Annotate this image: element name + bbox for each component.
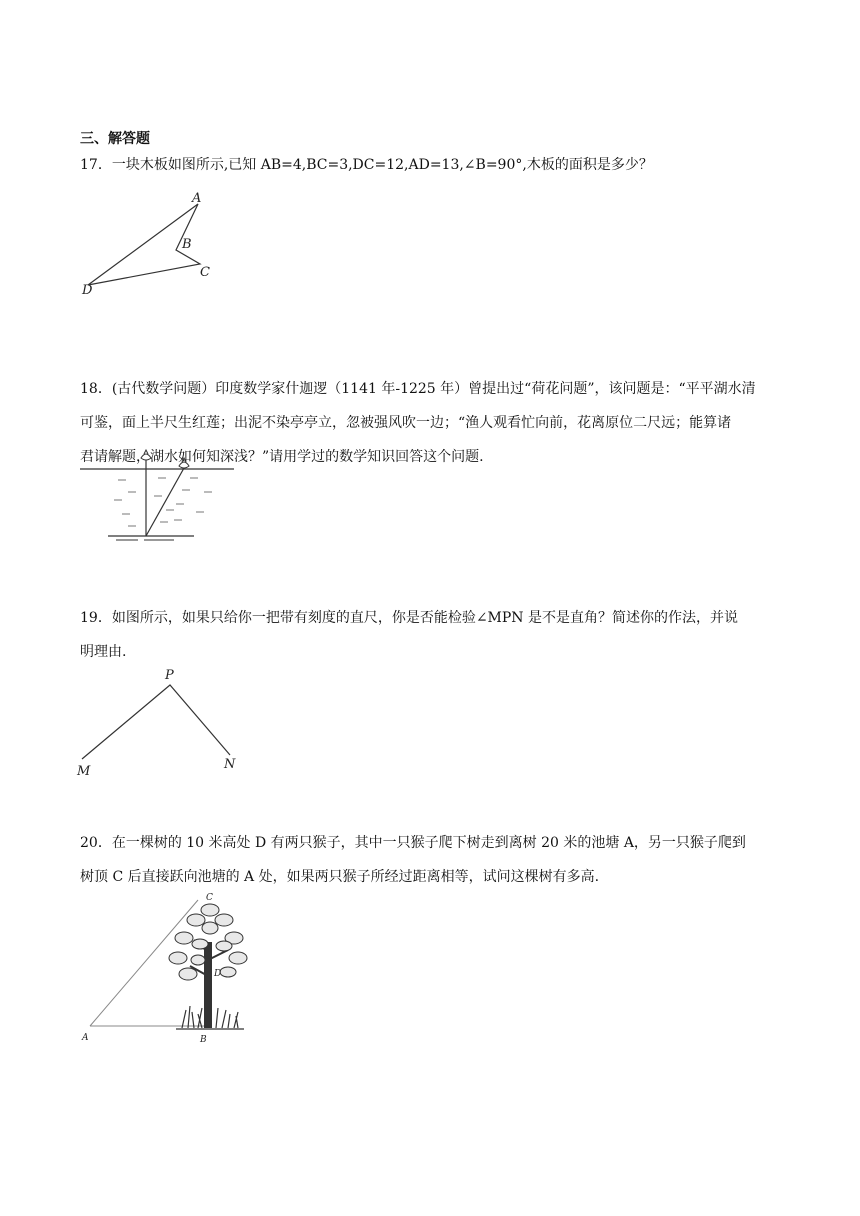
question-18-line-3: 君请解题，湖水如何知深浅？”请用学过的数学知识回答这个问题. (80, 449, 484, 465)
water-dashes (114, 478, 212, 526)
angle-mpn (82, 685, 230, 759)
label-n: N (224, 757, 236, 772)
label-m: M (77, 764, 91, 779)
lotus-flower-icon (141, 450, 151, 460)
question-19-line-2: 明理由. (80, 644, 127, 660)
question-18-line-1: 18．(古代数学问题）印度数学家什迦逻（1141 年-1225 年）曾提出过“荷花问题”，该问题是：“平平湖水清 (80, 381, 756, 397)
question-19 (80, 601, 785, 669)
label-a: A (192, 191, 202, 206)
label-b: B (182, 237, 192, 252)
label-d: D (82, 283, 93, 298)
figure-18-lotus (78, 448, 238, 548)
figure-19-angle (74, 665, 244, 783)
label-c: C (200, 265, 210, 280)
label-b: B (200, 1035, 207, 1045)
question-19-line-1: 19．如图所示，如果只给你一把带有刻度的直尺，你是否能检验∠MPN 是不是直角？简述你的作法，并说 (80, 610, 738, 626)
label-c: C (206, 893, 213, 903)
question-18-line-2: 可鉴，面上半尺生红莲；出泥不染亭亭立，忽被强风吹一边；“渔人观看忙向前，花离原位二尺远；能算诸 (80, 415, 732, 431)
question-20-line-2: 树顶 C 后直接跃向池塘的 A 处，如果两只猴子所经过距离相等，试问这棵树有多高. (80, 869, 600, 885)
question-20-line-1: 20．在一棵树的 10 米高处 D 有两只猴子，其中一只猴子爬下树走到离树 20 米的池塘 A，另一只猴子爬到 (80, 835, 746, 851)
question-17-text: 17．一块木板如图所示,已知 AB=4,BC=3,DC=12,AD=13,∠B=90°,木板的面积是多少？ (80, 157, 653, 173)
label-d: D (214, 969, 222, 979)
label-a: A (82, 1033, 89, 1043)
label-p: P (165, 668, 174, 683)
section-title: 三、解答题 (80, 131, 150, 147)
figure-20-tree (78, 890, 268, 1050)
figure-17-board (78, 188, 228, 298)
question-20 (80, 826, 785, 894)
lotus-flower-bent-icon (179, 458, 189, 468)
tree-icon (169, 904, 247, 1028)
question-17 (80, 148, 785, 182)
